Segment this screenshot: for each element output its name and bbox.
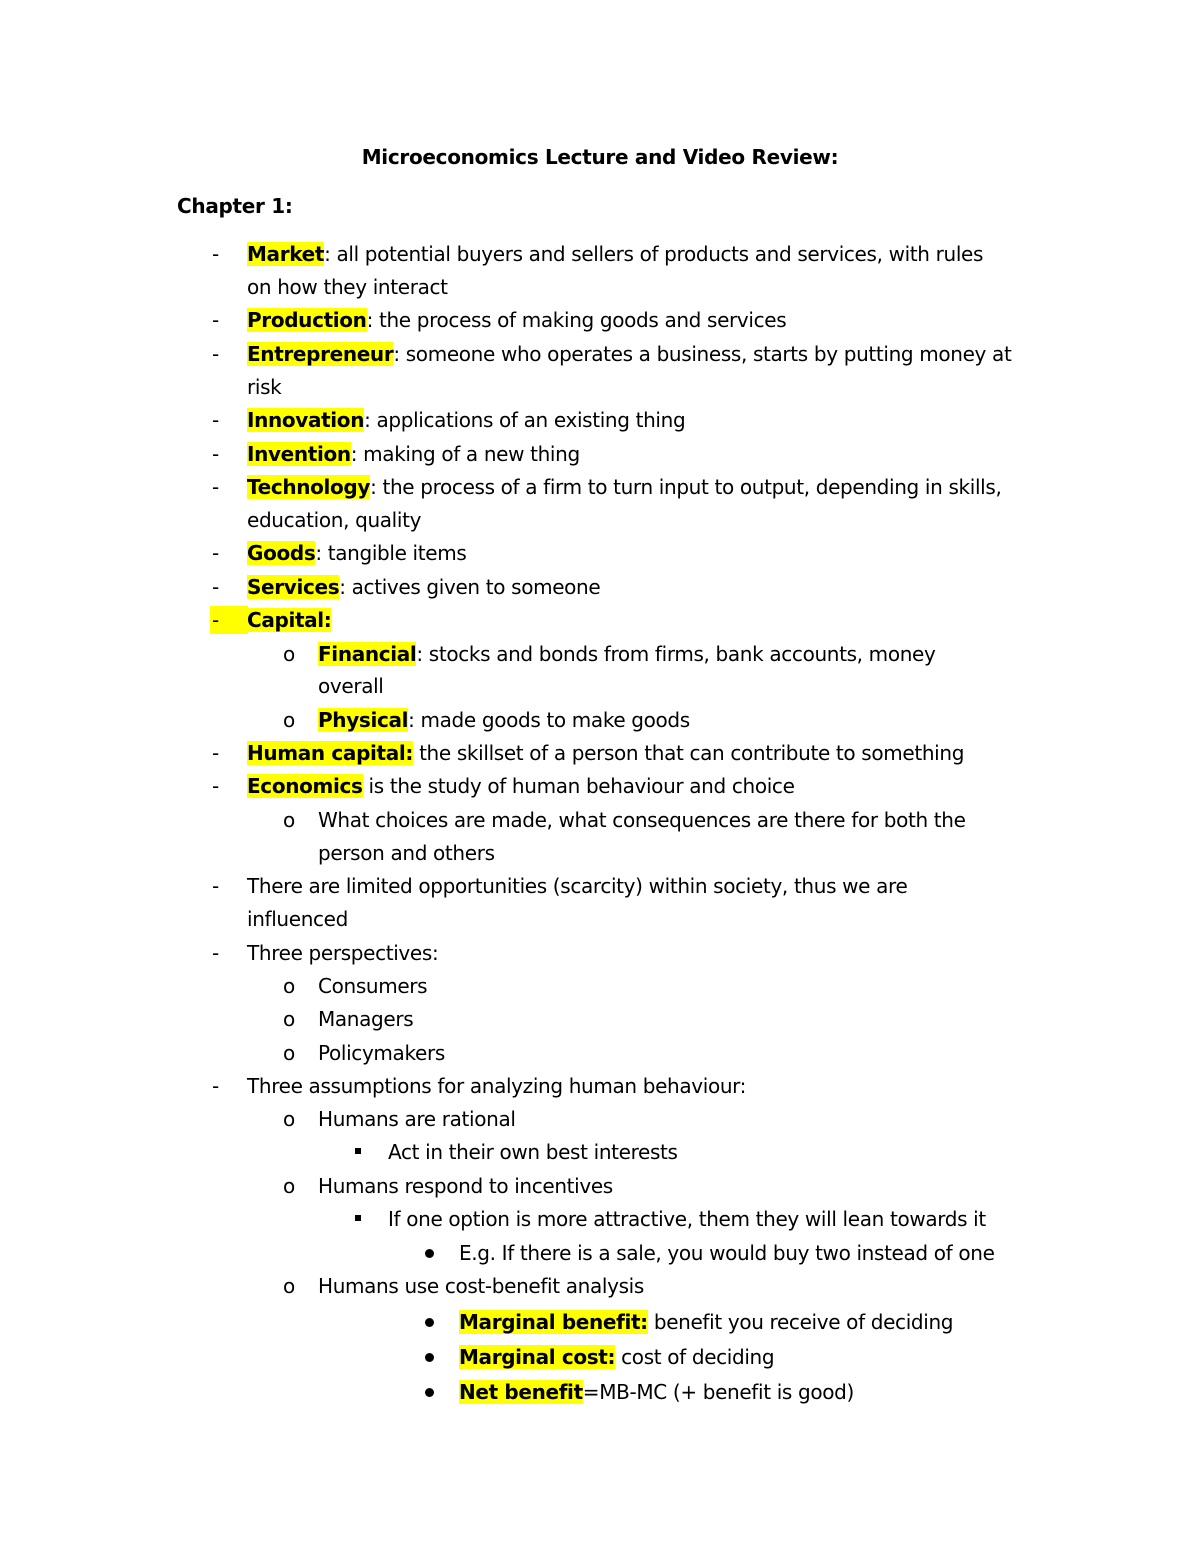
term-innovation: Innovation: [247, 408, 365, 432]
list-item-services: [247, 573, 600, 601]
term-goods: Goods: [247, 541, 316, 565]
list-item-production: [247, 306, 786, 334]
square-bullet: [355, 1215, 361, 1221]
list-item-financial: [318, 640, 935, 668]
list-item-managers: Managers: [318, 1007, 414, 1031]
continuation-scarcity: influenced: [247, 907, 348, 931]
circle-bullet: o: [283, 708, 296, 732]
dash-bullet: -: [212, 442, 220, 466]
definition-net-benefit: =MB-MC (+ benefit is good): [582, 1380, 854, 1404]
definition-financial: : stocks and bonds from firms, bank accounts, money: [416, 642, 936, 666]
definition-marginal-benefit: benefit you receive of deciding: [647, 1310, 954, 1334]
list-item-attractive: If one option is more attractive, them they will lean towards it: [388, 1207, 986, 1231]
square-bullet: [355, 1148, 361, 1154]
definition-human-capital: the skillset of a person that can contribute to something: [413, 741, 965, 765]
list-item-economics: [247, 772, 795, 800]
circle-bullet: o: [283, 1007, 296, 1031]
circle-bullet: o: [283, 1174, 296, 1198]
definition-technology: : the process of a firm to turn input to output, depending in skills,: [370, 475, 1002, 499]
definition-production: : the process of making goods and services: [366, 308, 787, 332]
term-market: Market: [247, 242, 325, 266]
list-item-marginal-benefit: [459, 1308, 953, 1336]
list-item-perspectives: Three perspectives:: [247, 941, 439, 965]
continuation-technology: education, quality: [247, 508, 422, 532]
term-economics: Economics: [247, 774, 363, 798]
list-item-scarcity: There are limited opportunities (scarcity) within society, thus we are: [247, 874, 908, 898]
term-physical: Physical: [318, 708, 409, 732]
definition-services: : actives given to someone: [339, 575, 601, 599]
list-item-market: [247, 240, 983, 268]
term-invention: Invention: [247, 442, 351, 466]
definition-innovation: : applications of an existing thing: [364, 408, 686, 432]
definition-marginal-cost: cost of deciding: [615, 1345, 775, 1369]
dash-bullet: -: [212, 475, 220, 499]
dash-bullet: -: [212, 342, 220, 366]
term-capital: Capital:: [247, 608, 332, 632]
list-item-goods: [247, 539, 466, 567]
dash-bullet: -: [212, 308, 220, 332]
circle-bullet: o: [283, 974, 296, 998]
continuation-financial: overall: [318, 674, 384, 698]
list-item-cost-benefit: Humans use cost-benefit analysis: [318, 1274, 644, 1298]
circle-bullet: o: [283, 808, 296, 832]
dash-bullet: -: [212, 874, 220, 898]
dash-bullet: -: [212, 242, 220, 266]
term-marginal-benefit: Marginal benefit:: [459, 1310, 648, 1334]
circle-bullet: o: [283, 1107, 296, 1131]
term-financial: Financial: [318, 642, 417, 666]
list-item-sale-example: E.g. If there is a sale, you would buy two instead of one: [459, 1241, 995, 1265]
dash-bullet: -: [212, 941, 220, 965]
list-item-capital: [247, 606, 331, 634]
disc-bullet: [425, 1388, 434, 1397]
disc-bullet: [425, 1353, 434, 1362]
term-net-benefit: Net benefit: [459, 1380, 583, 1404]
list-item-physical: [318, 706, 690, 734]
list-item-invention: [247, 440, 580, 468]
list-item-assumptions: Three assumptions for analyzing human behaviour:: [247, 1074, 747, 1098]
list-item-entrepreneur: [247, 340, 1011, 368]
page-title: Microeconomics Lecture and Video Review:: [361, 145, 839, 169]
dash-bullet: -: [212, 608, 220, 632]
continuation-entrepreneur: risk: [247, 375, 282, 399]
definition-entrepreneur: : someone who operates a business, starts by putting money at: [393, 342, 1012, 366]
circle-bullet: o: [283, 1274, 296, 1298]
continuation-market: on how they interact: [247, 275, 448, 299]
definition-physical: : made goods to make goods: [408, 708, 690, 732]
list-item-incentives: Humans respond to incentives: [318, 1174, 613, 1198]
term-human-capital: Human capital:: [247, 741, 414, 765]
term-entrepreneur: Entrepreneur: [247, 342, 394, 366]
circle-bullet: o: [283, 1041, 296, 1065]
dash-bullet: -: [212, 774, 220, 798]
definition-market: : all potential buyers and sellers of products and services, with rules: [324, 242, 984, 266]
definition-economics: is the study of human behaviour and choice: [362, 774, 795, 798]
continuation-choices: person and others: [318, 841, 495, 865]
term-marginal-cost: Marginal cost:: [459, 1345, 616, 1369]
circle-bullet: o: [283, 642, 296, 666]
list-item-consumers: Consumers: [318, 974, 428, 998]
chapter-heading: Chapter 1:: [177, 194, 293, 218]
term-services: Services: [247, 575, 340, 599]
list-item-innovation: [247, 406, 685, 434]
dash-bullet: -: [212, 1074, 220, 1098]
dash-bullet: -: [212, 575, 220, 599]
list-item-technology: [247, 473, 1001, 501]
list-item-marginal-cost: [459, 1343, 774, 1371]
list-item-policymakers: Policymakers: [318, 1041, 445, 1065]
list-item-rational: Humans are rational: [318, 1107, 516, 1131]
definition-goods: : tangible items: [315, 541, 467, 565]
definition-invention: : making of a new thing: [350, 442, 580, 466]
list-item-human-capital: [247, 739, 964, 767]
term-production: Production: [247, 308, 367, 332]
dash-bullet: -: [212, 741, 220, 765]
list-item-choices: What choices are made, what consequences are there for both the: [318, 808, 966, 832]
list-item-own-interests: Act in their own best interests: [388, 1140, 678, 1164]
dash-bullet: -: [212, 408, 220, 432]
list-item-net-benefit: [459, 1378, 854, 1406]
disc-bullet: [425, 1318, 434, 1327]
term-technology: Technology: [247, 475, 371, 499]
disc-bullet: [425, 1249, 434, 1258]
dash-bullet: -: [212, 541, 220, 565]
